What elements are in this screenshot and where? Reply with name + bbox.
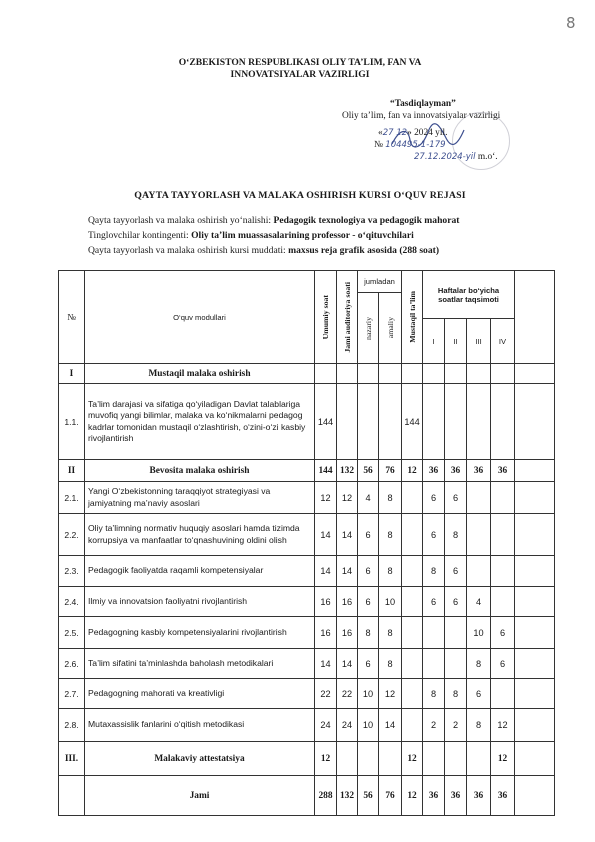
course-info: [88, 213, 558, 258]
section-2-independent: 12: [402, 460, 423, 482]
ministry-line-2: INNOVATSIYALAR VAZIRLIGI: [230, 69, 370, 80]
total-w2: 36: [445, 776, 467, 816]
row-w2: 6: [445, 587, 467, 617]
approval-number-prefix: №: [374, 140, 383, 150]
section-2-total: 144: [315, 460, 337, 482]
row-w2: 8: [445, 679, 467, 709]
section-2-row: [59, 460, 555, 482]
table-row: [59, 514, 555, 556]
header-practice-label: amaliy: [385, 317, 395, 339]
info-duration: [88, 243, 558, 258]
row-independent: [402, 617, 423, 649]
approval-sub-handwritten: 27.12.2024-yil: [414, 152, 476, 162]
header-total-label: Umumiy soat: [321, 294, 330, 340]
section-2-w4: 36: [491, 460, 515, 482]
header-theory-label: nazariy: [363, 316, 373, 340]
row-w1: 8: [423, 679, 445, 709]
row-name: Oliy ta’limning normativ huquqiy asoslari hamda tizimda korrupsiya va manfaatlar to‘qnashuvining oldini olish: [85, 514, 315, 556]
info-duration-label: Qayta tayyorlash va malaka oshirish kursi muddati:: [88, 245, 286, 256]
row-w4: [491, 679, 515, 709]
row-total: 16: [315, 617, 337, 649]
row-name: Pedagogning kasbiy kompetensiyalarini rivojlantirish: [85, 617, 315, 649]
row-name: Ta’lim sifatini ta’minlashda baholash metodikalari: [85, 649, 315, 679]
row-total: 14: [315, 649, 337, 679]
approval-number-handwritten: 104495-1-179: [385, 140, 446, 150]
row-theory: 4: [358, 482, 379, 514]
row-1-1-total: 144: [315, 384, 337, 460]
row-w4: [491, 587, 515, 617]
section-3-w4: 12: [491, 742, 515, 776]
row-aud: 16: [337, 617, 358, 649]
document-title: QAYTA TAYYORLASH VA MALAKA OSHIRISH KURSI O‘QUV REJASI: [134, 190, 466, 201]
approval-sub-date: [330, 151, 550, 163]
row-w3: 10: [467, 617, 491, 649]
row-w1: 6: [423, 514, 445, 556]
row-no: 2.8.: [59, 709, 85, 742]
row-theory: 6: [358, 649, 379, 679]
row-w1: 8: [423, 556, 445, 587]
row-w2: 6: [445, 556, 467, 587]
row-total: 16: [315, 587, 337, 617]
page-corner-mark: 8: [566, 14, 576, 32]
row-w3: [467, 514, 491, 556]
row-aud: 22: [337, 679, 358, 709]
row-1-1-no: 1.1.: [59, 384, 85, 460]
row-independent: [402, 587, 423, 617]
row-practice: 8: [379, 482, 402, 514]
table-row: [59, 649, 555, 679]
row-theory: 10: [358, 709, 379, 742]
row-no: 2.2.: [59, 514, 85, 556]
row-theory: 6: [358, 587, 379, 617]
row-w3: [467, 482, 491, 514]
section-1-title: Mustaqil malaka oshirish: [85, 364, 315, 384]
header-w3: III: [467, 319, 491, 364]
section-3-row: [59, 742, 555, 776]
row-w2: 2: [445, 709, 467, 742]
info-direction-value: Pedagogik texnologiya va pedagogik mahorat: [273, 215, 460, 226]
total-w1: 36: [423, 776, 445, 816]
info-contingent-value: Oliy ta’lim muassasalarining professor - o‘qituvchilari: [191, 230, 414, 241]
row-practice: 14: [379, 709, 402, 742]
header-auditorium-label: Jami auditoriya soati: [342, 281, 352, 353]
approval-date-suffix: 2024 yil: [414, 128, 446, 138]
row-name: Pedagogning mahorati va kreativligi: [85, 679, 315, 709]
row-1-1-independent: 144: [402, 384, 423, 460]
row-total: 12: [315, 482, 337, 514]
row-aud: 12: [337, 482, 358, 514]
row-w3: [467, 556, 491, 587]
table-row: [59, 679, 555, 709]
section-1-no: I: [59, 364, 85, 384]
row-w2: 6: [445, 482, 467, 514]
approval-organization: Oliy ta’lim, fan va innovatsiyalar vazirligi: [342, 111, 501, 121]
row-w4: [491, 482, 515, 514]
header-w4: IV: [491, 319, 515, 364]
row-practice: 8: [379, 556, 402, 587]
row-independent: [402, 679, 423, 709]
header-total: [315, 271, 337, 364]
table-row: [59, 587, 555, 617]
table-row: [59, 482, 555, 514]
info-direction-label: Qayta tayyorlash va malaka oshirish yo‘nalishi:: [88, 215, 272, 226]
row-w4: 6: [491, 649, 515, 679]
ministry-line-1: O‘ZBEKISTON RESPUBLIKASI OLIY TA’LIM, FAN VA: [178, 57, 422, 68]
row-w2: [445, 617, 467, 649]
row-total: 14: [315, 556, 337, 587]
row-w3: 8: [467, 709, 491, 742]
row-aud: 24: [337, 709, 358, 742]
section-2-w3: 36: [467, 460, 491, 482]
row-practice: 8: [379, 649, 402, 679]
row-w1: 6: [423, 482, 445, 514]
row-practice: 8: [379, 514, 402, 556]
row-total: 14: [315, 514, 337, 556]
approval-block: [330, 98, 550, 163]
row-w1: 6: [423, 587, 445, 617]
row-aud: 14: [337, 556, 358, 587]
row-w3: 4: [467, 587, 491, 617]
row-total: 24: [315, 709, 337, 742]
section-2-no: II: [59, 460, 85, 482]
row-no: 2.4.: [59, 587, 85, 617]
total-row: [59, 776, 555, 816]
section-3-independent: 12: [402, 742, 423, 776]
row-no: 2.5.: [59, 617, 85, 649]
row-1-1-name: Ta’lim darajasi va sifatiga qo‘yiladigan Davlat talablariga muvofiq yangi bilimlar, malaka va ko‘nikmalarni pedagog kadrlar tomonidan mustaqil o‘zlashtirish, o‘zini-o‘zi kasbiy rivojlantirish: [85, 384, 315, 460]
section-2-practice: 76: [379, 460, 402, 482]
total-aud: 132: [337, 776, 358, 816]
table-header-row-1: [59, 271, 555, 293]
header-theory: [358, 293, 379, 364]
info-contingent-label: Tinglovchilar kontingenti:: [88, 230, 189, 241]
row-theory: 8: [358, 617, 379, 649]
header-w1: I: [423, 319, 445, 364]
approval-sub-suffix: m.o‘.: [477, 152, 498, 162]
row-name: Yangi O‘zbekistonning taraqqiyot strategiyasi va jamiyatning ma’naviy asoslari: [85, 482, 315, 514]
ministry-header: [120, 57, 480, 81]
approval-header: “Tasdiqlayman”: [390, 99, 456, 109]
total-title: Jami: [85, 776, 315, 816]
row-independent: [402, 482, 423, 514]
row-total: 22: [315, 679, 337, 709]
approval-number: [330, 139, 550, 151]
section-2-theory: 56: [358, 460, 379, 482]
row-theory: 6: [358, 514, 379, 556]
table-row: [59, 709, 555, 742]
info-duration-value: maxsus reja grafik asosida (288 soat): [288, 245, 440, 256]
total-independent: 12: [402, 776, 423, 816]
row-aud: 14: [337, 514, 358, 556]
section-3-total: 12: [315, 742, 337, 776]
section-2-aud: 132: [337, 460, 358, 482]
header-w2: II: [445, 319, 467, 364]
info-contingent: [88, 228, 558, 243]
section-2-w2: 36: [445, 460, 467, 482]
section-3-title: Malakaviy attestatsiya: [85, 742, 315, 776]
total-theory: 56: [358, 776, 379, 816]
approval-date-handwritten: 27 12: [382, 128, 408, 138]
table-row: [59, 556, 555, 587]
section-2-w1: 36: [423, 460, 445, 482]
row-no: 2.1.: [59, 482, 85, 514]
row-independent: [402, 649, 423, 679]
row-w3: 6: [467, 679, 491, 709]
row-practice: 10: [379, 587, 402, 617]
total-w3: 36: [467, 776, 491, 816]
row-practice: 8: [379, 617, 402, 649]
row-no: 2.7.: [59, 679, 85, 709]
header-independent: [402, 271, 423, 364]
table-row: [59, 384, 555, 460]
row-aud: 16: [337, 587, 358, 617]
row-w4: [491, 556, 515, 587]
row-theory: 6: [358, 556, 379, 587]
row-no: 2.3.: [59, 556, 85, 587]
row-aud: 14: [337, 649, 358, 679]
section-3-no: III.: [59, 742, 85, 776]
row-name: Ilmiy va innovatsion faoliyatni rivojlantirish: [85, 587, 315, 617]
approval-date: «27 12» 2024 yil.: [378, 128, 448, 138]
total-w4: 36: [491, 776, 515, 816]
table-row: [59, 617, 555, 649]
header-practice: [379, 293, 402, 364]
row-w4: [491, 514, 515, 556]
row-no: 2.6.: [59, 649, 85, 679]
row-independent: [402, 514, 423, 556]
row-w1: 2: [423, 709, 445, 742]
row-independent: [402, 556, 423, 587]
header-including: jumladan: [358, 271, 402, 293]
row-w2: [445, 649, 467, 679]
row-w3: 8: [467, 649, 491, 679]
total-total: 288: [315, 776, 337, 816]
row-name: Pedagogik faoliyatda raqamli kompetensiyalar: [85, 556, 315, 587]
header-no: №: [59, 271, 85, 364]
row-theory: 10: [358, 679, 379, 709]
section-1-row: [59, 364, 555, 384]
header-auditorium: [337, 271, 358, 364]
row-w1: [423, 617, 445, 649]
row-w4: 12: [491, 709, 515, 742]
total-practice: 76: [379, 776, 402, 816]
row-practice: 12: [379, 679, 402, 709]
info-direction: [88, 213, 558, 228]
section-2-title: Bevosita malaka oshirish: [85, 460, 315, 482]
row-w2: 8: [445, 514, 467, 556]
header-independent-label: Mustaqil ta’lim: [407, 291, 417, 343]
row-w4: 6: [491, 617, 515, 649]
curriculum-table: [58, 270, 555, 816]
row-independent: [402, 709, 423, 742]
row-name: Mutaxassislik fanlarini o‘qitish metodikasi: [85, 709, 315, 742]
header-weekly: Haftalar bo‘yicha soatlar taqsimoti: [423, 271, 515, 319]
header-modules: O‘quv modullari: [85, 271, 315, 364]
header-spacer: [515, 271, 555, 364]
row-w1: [423, 649, 445, 679]
